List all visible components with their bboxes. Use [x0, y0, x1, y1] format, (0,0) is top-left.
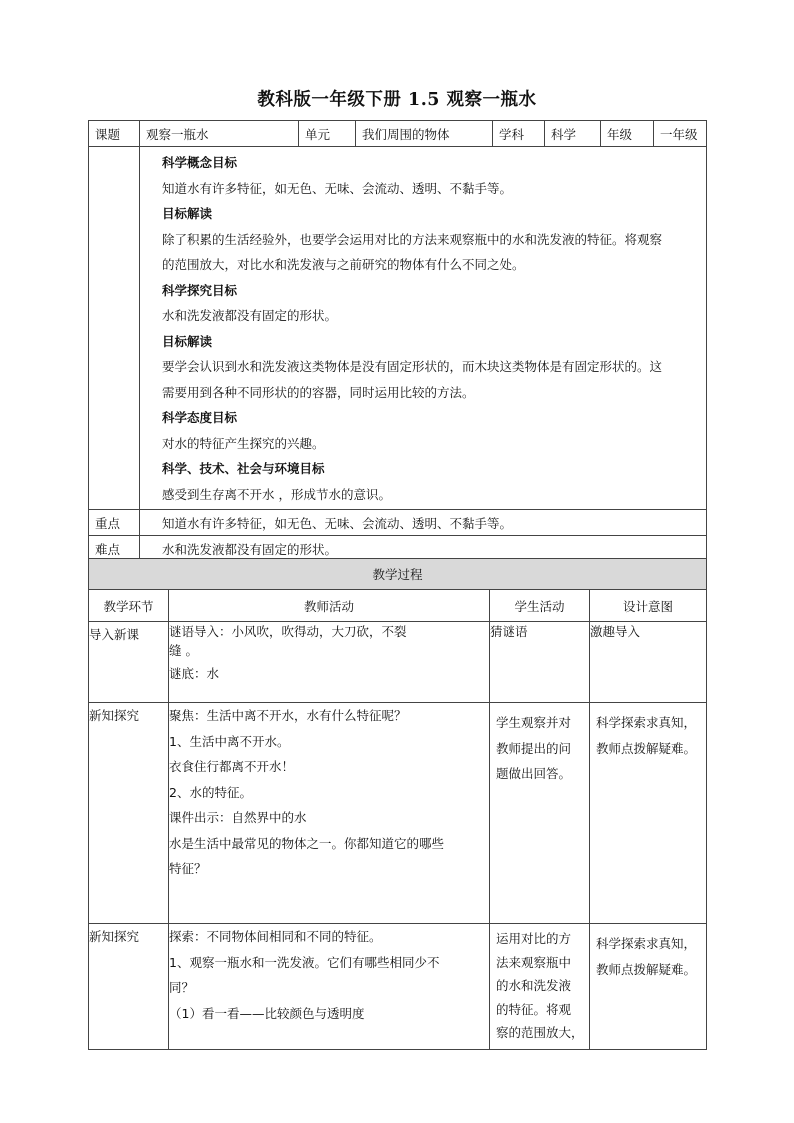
grade-value: 一年级: [654, 121, 707, 147]
concept-heading: 科学概念目标: [162, 155, 238, 170]
inquiry-read-line: 需要用到各种不同形状的的容器，同时运用比较的方法。: [162, 384, 475, 400]
teacher-line: 同？: [169, 980, 195, 995]
teacher-line: 衣食住行都离不开水！: [169, 759, 295, 774]
stage-cell: 新知探究: [89, 924, 169, 1050]
inquiry-heading: 科学探究目标: [162, 282, 238, 298]
teacher-line: 聚焦：生活中离不开水，水有什么特征呢？: [169, 708, 407, 723]
student-line: 的特征。将观: [496, 1001, 572, 1017]
student-line: 猜谜语: [490, 624, 528, 639]
column-header-intent: 设计意图: [590, 590, 707, 622]
student-line: 运用对比的方: [496, 931, 572, 946]
intent-cell: [590, 924, 707, 1050]
inquiry-text: 水和洗发液都没有固定的形状。: [162, 308, 338, 323]
student-line: 教师提出的问: [496, 740, 572, 756]
intent-cell: [590, 703, 707, 924]
teacher-line: 课件出示：自然界中的水: [169, 810, 307, 825]
concept-text: 知道水有许多特征，如无色、无味、会流动、透明、不黏手等。: [162, 180, 513, 196]
unit-label: 单元: [299, 121, 356, 147]
subject-value: 科学: [545, 121, 601, 147]
inquiry-read-heading: 目标解读: [162, 333, 213, 349]
inquiry-read-line: 要学会认识到水和洗发液这类物体是没有固定形状的，而木块这类物体是有固定形状的。这: [162, 359, 663, 374]
intent-line: 科学探索求真知，: [596, 715, 697, 730]
page-title: 教科版一年级下册 1.5 观察一瓶水: [257, 90, 537, 110]
column-header-student: 学生活动: [490, 590, 590, 622]
goals-cell: [140, 147, 707, 510]
goals-table: [88, 146, 707, 562]
attitude-heading: 科学态度目标: [162, 410, 238, 425]
concept-read-line: 除了积累的生活经验外，也要学会运用对比的方法来观察瓶中的水和洗发液的特征。将观察: [162, 231, 663, 247]
stage-cell: 导入新课: [89, 622, 169, 703]
teacher-cell: [169, 924, 490, 1050]
student-line: 察的范围放大，: [496, 1025, 584, 1040]
sts-heading: 科学、技术、社会与环境目标: [162, 461, 325, 476]
subject-label: 学科: [493, 121, 545, 147]
stage-cell: 新知探究: [89, 703, 169, 924]
concept-read-heading: 目标解读: [162, 206, 213, 221]
header-table: [88, 120, 707, 147]
intent-line: 教师点拨解疑难。: [596, 740, 697, 756]
column-header-teacher: 教师活动: [169, 590, 490, 622]
table-row: [89, 924, 707, 1050]
teacher-cell: [169, 622, 490, 703]
column-header-stage: 教学环节: [89, 590, 169, 622]
teacher-cell: [169, 703, 490, 924]
student-cell: [490, 924, 590, 1050]
student-cell: [490, 622, 590, 703]
table-row: [89, 703, 707, 924]
intent-cell: [590, 622, 707, 703]
attitude-text: 对水的特征产生探究的兴趣。: [162, 435, 325, 451]
key-point-text: 知道水有许多特征，如无色、无味、会流动、透明、不黏手等。: [140, 510, 707, 536]
lesson-value: 观察一瓶水: [140, 121, 299, 147]
student-line: 学生观察并对: [496, 715, 572, 730]
concept-read-line: 的范围放大，对比水和洗发液与之前研究的物体有什么不同之处。: [162, 257, 525, 272]
difficulty-text: 水和洗发液都没有固定的形状。: [140, 536, 707, 562]
table-row: [89, 622, 707, 703]
process-band: 教学过程: [89, 559, 707, 590]
unit-value: 我们周围的物体: [356, 121, 493, 147]
teacher-line: 特征？: [169, 861, 207, 876]
teacher-line: 2、水的特征。: [169, 784, 252, 800]
difficulty-label: 难点: [89, 536, 140, 562]
intent-line: 教师点拨解疑难。: [596, 961, 697, 977]
student-line: 的水和洗发液: [496, 978, 572, 993]
student-cell: [490, 703, 590, 924]
goals-label-cell: [89, 147, 140, 510]
key-point-label: 重点: [89, 510, 140, 536]
process-table: [88, 558, 707, 1050]
sts-text: 感受到生存离不开水 ，形成节水的意识。: [162, 486, 391, 502]
grade-label: 年级: [601, 121, 654, 147]
teacher-line: 1、生活中离不开水。: [169, 733, 290, 749]
teacher-line: （1）看一看——比较颜色与透明度: [169, 1005, 365, 1021]
student-line: 法来观察瓶中: [496, 954, 572, 970]
intent-line: 激趣导入: [590, 624, 641, 639]
lesson-label: 课题: [89, 121, 140, 147]
teacher-line: 水是生活中最常见的物体之一。你都知道它的哪些: [169, 835, 445, 851]
student-line: 题做出回答。: [496, 766, 572, 781]
teacher-line: 1、观察一瓶水和一洗发液。它们有哪些相同少不: [169, 954, 440, 970]
intent-line: 科学探索求真知，: [596, 936, 697, 951]
teacher-line: 探索：不同物体间相同和不同的特征。: [169, 929, 382, 944]
teacher-line: 缝 。: [169, 643, 198, 658]
teacher-line: 谜底：水: [169, 666, 220, 681]
teacher-line: 谜语导入：小风吹，吹得动，大刀砍，不裂: [169, 624, 407, 639]
